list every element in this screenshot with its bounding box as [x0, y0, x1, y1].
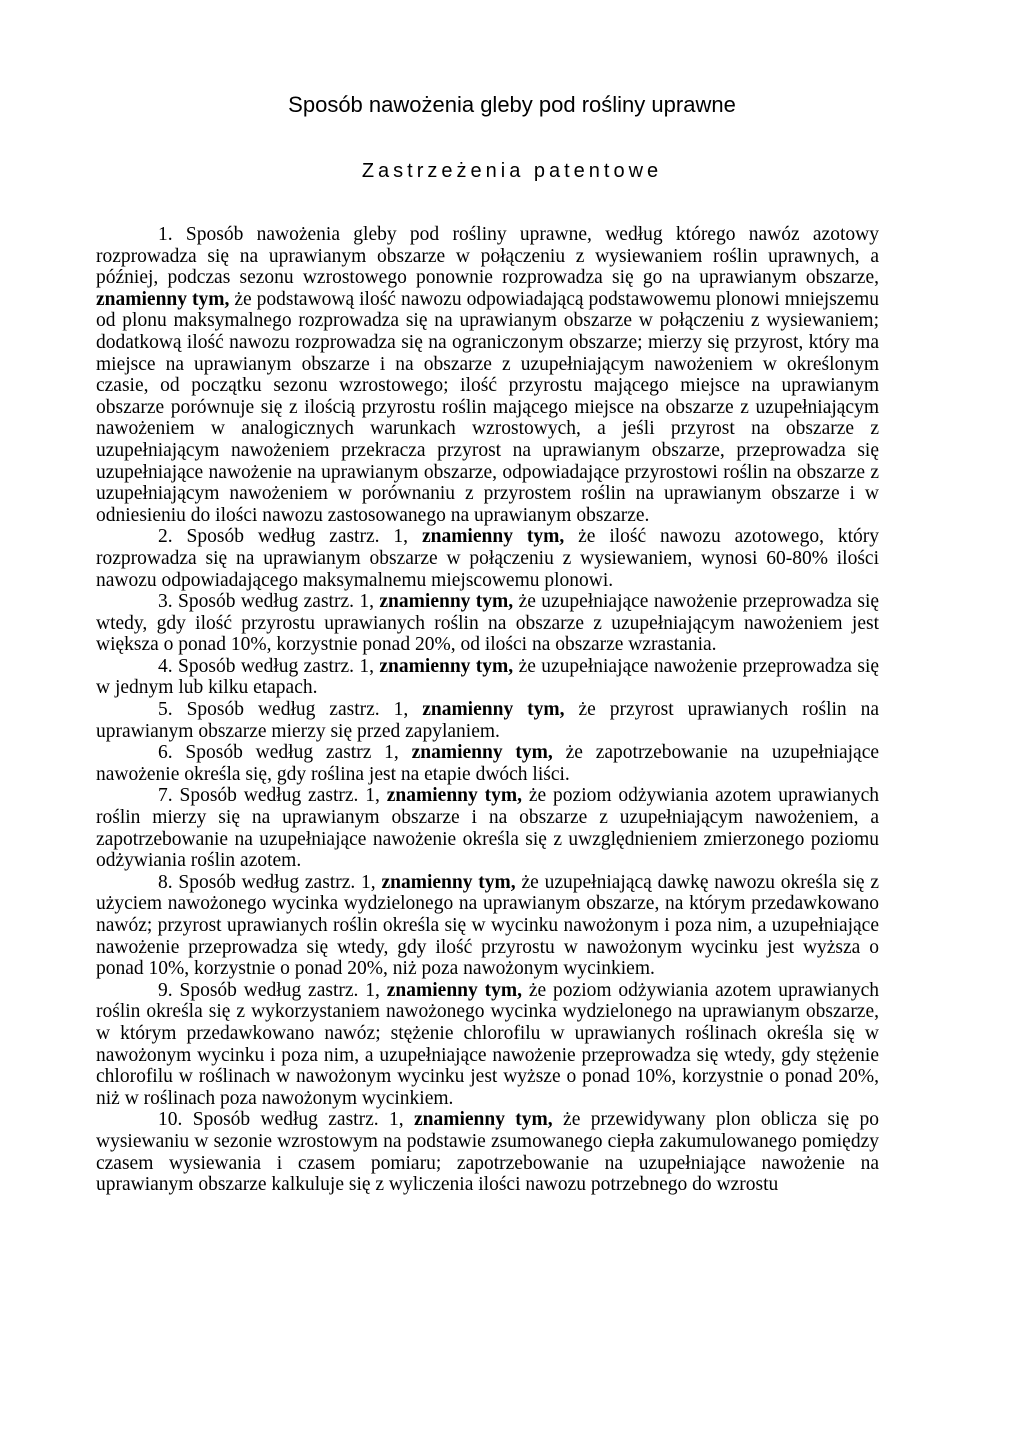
claim-lead: 3. Sposób według zastrz. 1,: [158, 591, 374, 613]
claim-keyword: znamienny tym,: [411, 742, 553, 764]
claim-keyword: znamienny tym,: [379, 591, 514, 613]
claim-keyword: znamienny tym,: [96, 288, 230, 310]
claim-lead: 1. Sposób nawożenia gleby pod rośliny uprawne, według którego nawóz azotowy rozprowadza się na uprawianym obszarze w połączeniu z wysiewaniem roślin uprawnych, a później, podczas sezonu wzrostowego ponownie rozprowadza się go na uprawianym obszarze,: [96, 224, 879, 289]
claim-lead: 7. Sposób według zastrz. 1,: [158, 785, 380, 807]
claim-text: że zapotrzebowanie na uzupełniające nawożenie określa się, gdy roślina jest na etapie dwóch liści.: [96, 742, 880, 785]
claim-text: że uzupełniające nawożenie przeprowadza się wtedy, gdy ilość przyrostu uprawianych roślin na obszarze z uzupełniającym nawożeniem jest większa o ponad 10%, korzystnie ponad 20%, od ilości na obszarze wzrastania.: [96, 591, 880, 656]
claim-lead: 5. Sposób według zastrz. 1,: [158, 699, 409, 721]
claim-lead: 9. Sposób według zastrz. 1,: [158, 979, 380, 1001]
claim-keyword: znamienny tym,: [386, 785, 522, 807]
claim-lead: 2. Sposób według zastrz. 1,: [158, 526, 409, 548]
claim-lead: 10. Sposób według zastrz. 1,: [158, 1109, 404, 1131]
claim-9: [96, 980, 879, 1110]
claim-keyword: znamienny tym,: [422, 699, 565, 721]
claim-text: że przyrost uprawianych roślin na uprawianym obszarze mierzy się przed zapylaniem.: [96, 699, 880, 742]
claim-text: że przewidywany plon oblicza się po wysiewaniu w sezonie wzrostowym na podstawie zsumowanego ciepła zakumulowanego pomiędzy czasem wysiewania i czasem pomiaru; zapotrzebowanie na uzupełniające nawożenie na uprawianym obszarze kalkuluje się z wyliczenia ilości nawozu potrzebnego do wzrostu: [96, 1109, 880, 1196]
claim-7: [96, 785, 879, 871]
claim-keyword: znamienny tym,: [386, 979, 522, 1001]
claim-text: że uzupełniającą dawkę nawozu określa się z użyciem nawożonego wycinka wydzielonego na uprawianym obszarze, na którym przedawkowano nawóz; przyrost uprawianych roślin określa się w wycinku nawożonym i poza nim, a uzupełniające nawożenie przeprowadza się wtedy, gdy ilość przyrostu w nawożonym wycinku jest wyższa o ponad 10%, korzystnie o ponad 20%, niż poza nawożonym wycinkiem.: [96, 871, 879, 980]
claim-keyword: znamienny tym,: [379, 655, 514, 677]
claim-text: że ilość nawozu azotowego, który rozprowadza się na uprawianym obszarze w połączeniu z wysiewaniem, wynosi 60-80% ilości nawozu odpowiadającego maksymalnemu miejscowemu plonowi.: [96, 526, 880, 591]
claim-2: [96, 526, 879, 591]
claim-text: że podstawową ilość nawozu odpowiadającą podstawowemu plonowi mniejszemu od plonu maksymalnego rozprowadza się na uprawianym obszarze w połączeniu z wysiewaniem; dodatkową ilość nawozu rozprowadza się na ograniczonym obszarze; mierzy się przyrost, który ma miejsce na uprawianym obszarze i na obszarze z uzupełniającym nawożeniem w określonym czasie, od początku sezonu wzrostowego; ilość przyrostu mającego miejsce na uprawianym obszarze porównuje się z ilością przyrostu roślin mającego miejsce na obszarze z uzupełniającym nawożeniem w analogicznych warunkach wzrostowych, a jeśli przyrost na obszarze z uzupełniającym nawożeniem przekracza przyrost na uprawianym obszarze, przeprowadza się uzupełniające nawożenie na uprawianym obszarze, odpowiadające przyrostowi roślin na obszarze z uzupełniającym nawożeniem w porównaniu z przyrostem roślin na uprawianym obszarze i w odniesieniu do ilości nawozu zastosowanego na uprawianym obszarze.: [96, 288, 880, 526]
section-heading: Zastrzeżenia patentowe: [361, 160, 663, 182]
claim-keyword: znamienny tym,: [413, 1109, 553, 1131]
claim-lead: 8. Sposób według zastrz. 1,: [158, 871, 376, 893]
claim-5: [96, 699, 879, 742]
claim-8: [96, 872, 879, 980]
claim-text: że poziom odżywiania azotem uprawianych roślin określa się z wykorzystaniem nawożonego wycinka wydzielonego na uprawianym obszarze, w którym przedawkowano nawóz; stężenie chlorofilu w uprawianych roślinach określa się w nawożonym wycinku i poza nim, a uzupełniające nawożenie przeprowadza się wtedy, gdy stężenie chlorofilu w roślinach w nawożonym wycinku jest wyższe o ponad 10%, korzystnie o ponad 20%, niż w roślinach poza nawożonym wycinkiem.: [96, 979, 880, 1109]
claim-1: [96, 224, 879, 526]
claim-6: [96, 742, 879, 785]
claim-keyword: znamienny tym,: [381, 871, 516, 893]
claim-text: że poziom odżywiania azotem uprawianych roślin mierzy się na uprawianym obszarze i na obszarze z uzupełniającym nawożeniem, a zapotrzebowanie na uzupełniające nawożenie określa się z uwzględnieniem zmierzonego poziomu odżywiania roślin azotem.: [96, 785, 880, 872]
claim-3: [96, 591, 879, 656]
claim-text: że uzupełniające nawożenie przeprowadza się w jednym lub kilku etapach.: [96, 655, 880, 699]
document-title: Sposób nawożenia gleby pod rośliny uprawne: [288, 92, 736, 117]
claims-body: [96, 224, 879, 1196]
claim-10: [96, 1109, 879, 1195]
claim-4: [96, 656, 879, 699]
claim-keyword: znamienny tym,: [421, 526, 565, 548]
claim-lead: 4. Sposób według zastrz. 1,: [158, 655, 374, 677]
claim-lead: 6. Sposób według zastrz 1,: [158, 742, 399, 764]
